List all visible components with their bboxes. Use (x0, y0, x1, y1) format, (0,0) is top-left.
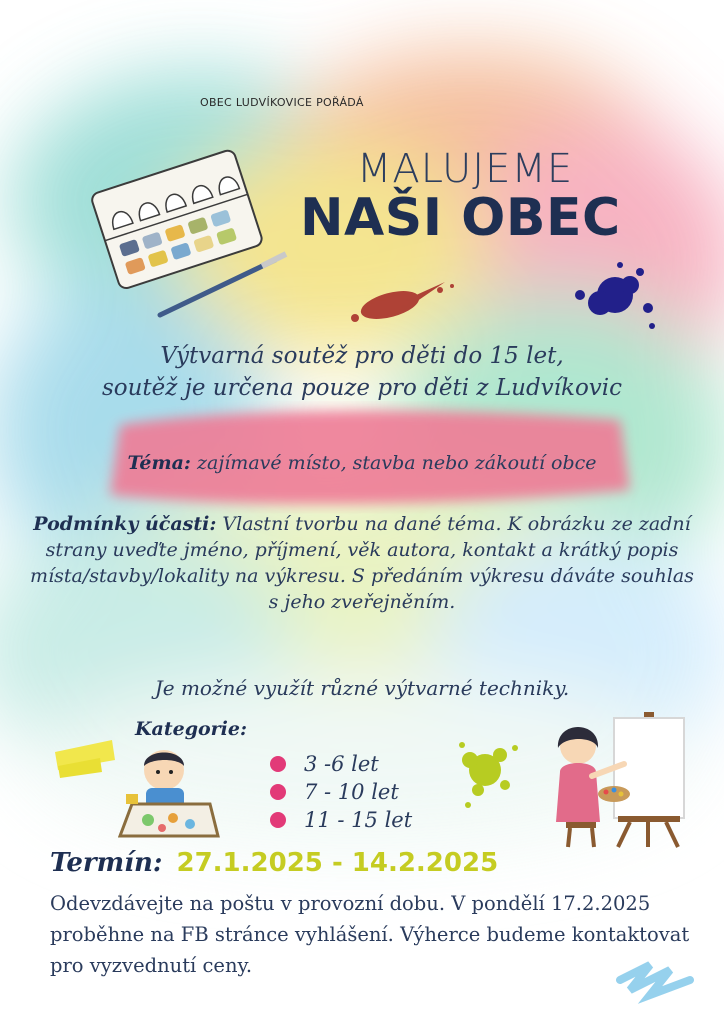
organizer-label: OBEC LUDVÍKOVICE POŘÁDÁ (200, 96, 364, 109)
category-label: 3 -6 let (304, 752, 379, 776)
bullet-icon (270, 756, 286, 772)
conditions-label: Podmínky účasti: (33, 513, 217, 535)
intro-text (30, 340, 694, 404)
category-label: 7 - 10 let (304, 780, 399, 804)
techniques-text: Je možné využít různé výtvarné techniky. (154, 676, 570, 700)
child-painting-icon (118, 740, 220, 840)
delivery-text: Odevzdávejte na poštu v provozní dobu. V pondělí 17.2.2025 proběhne na FB stránce vyhlášení. Výherce budeme kontaktovat pro vyzvednutí ceny. (50, 892, 690, 977)
deadline-row (50, 848, 498, 884)
categories-title: Kategorie: (135, 718, 247, 740)
theme-label: Téma: (127, 452, 191, 474)
conditions-paragraph (30, 511, 694, 615)
watercolor-palette-icon (90, 130, 290, 330)
intro-line-2: soutěž je určena pouze pro děti z Ludvíkovic (101, 375, 623, 401)
theme-paragraph (30, 452, 694, 474)
title-line-2: NAŠI OBEC (300, 188, 621, 248)
category-item (270, 808, 412, 836)
deadline-label: Termín: (50, 848, 163, 878)
girl-at-easel-icon (548, 712, 688, 852)
deadline-dates: 27.1.2025 - 14.2.2025 (176, 848, 499, 878)
category-item (270, 780, 399, 808)
theme-text: zajímavé místo, stavba nebo zákoutí obce (190, 452, 597, 474)
title-line-1: MALUJEME (356, 146, 574, 192)
category-item (270, 752, 379, 780)
category-label: 11 - 15 let (304, 808, 413, 832)
bullet-icon (270, 784, 286, 800)
bullet-icon (270, 812, 286, 828)
intro-line-1: Výtvarná soutěž pro děti do 15 let, (160, 343, 564, 369)
conditions-text: Vlastní tvorbu na dané téma. K obrázku ze zadní strany uveďte jméno, příjmení, věk autora, kontakt a krátký popis místa/stavby/lokality na výkresu. S předáním výkresu dáváte souhlas s jeho zveřejněním. (30, 513, 694, 613)
